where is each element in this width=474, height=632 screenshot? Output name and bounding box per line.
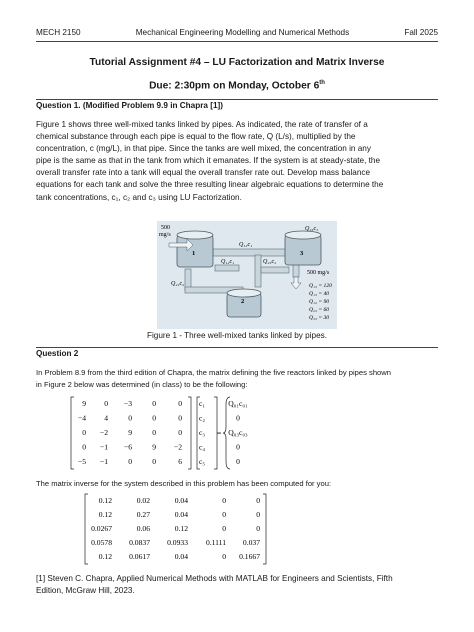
q1-line: tank concentrations, c₁, c₂ and c₃ using LU Factorization. xyxy=(36,192,242,202)
matrix-a-cell: 0 xyxy=(152,428,156,437)
page-header xyxy=(36,28,438,40)
inverse-matrix-cells xyxy=(91,496,260,561)
pipe-center-right xyxy=(261,267,289,273)
matrix-a-cell: −1 xyxy=(99,457,108,466)
q1-line: Figure 1 shows three well-mixed tanks linked by pipes. As indicated, the rate of transfer of a xyxy=(36,120,368,129)
inverse-cell: 0 xyxy=(222,510,226,519)
vector-c-cell: c₃ xyxy=(199,428,206,437)
inverse-cell: 0.0578 xyxy=(91,538,112,547)
header-divider xyxy=(36,41,438,42)
course-title: Mechanical Engineering Modelling and Numerical Methods xyxy=(135,28,350,37)
inflow-value: 500 xyxy=(161,225,170,231)
inverse-cell: 0 xyxy=(256,496,260,505)
q1-line: chemical substance through each pipe is equal to the flow rate, Q (L/s), multiplied by the xyxy=(36,132,356,142)
matrix-a-cell: 0 xyxy=(82,428,86,437)
matrix-a-cell: 0 xyxy=(152,413,156,423)
inverse-cell: 0.0933 xyxy=(167,538,188,547)
vector-rhs xyxy=(228,399,248,466)
vector-c-cell: c₁ xyxy=(199,399,206,408)
inverse-cell: 0.0837 xyxy=(129,538,150,547)
inverse-cell: 0.1667 xyxy=(239,552,260,561)
inverse-cell: 0 xyxy=(222,524,226,533)
label-pipe-21: Q₂₁c₂ xyxy=(171,281,185,287)
label-pipe-23: Q₂₃c₂ xyxy=(263,259,277,265)
matrix-brackets xyxy=(71,397,230,469)
vector-c-cell: c₂ xyxy=(199,413,206,423)
matrix-a-cell: −2 xyxy=(173,442,182,452)
inverse-cell: 0 xyxy=(222,552,226,561)
matrix-a-cell: −1 xyxy=(99,442,108,452)
q1-line: pipe is the same as that in the tank from which it emanates. If the system is at steady-state, the xyxy=(36,156,381,166)
term: Fall 2025 xyxy=(404,28,438,37)
course-code: MECH 2150 xyxy=(36,28,81,37)
matrix-a-cell: 9 xyxy=(82,399,86,408)
tank-3-label: 3 xyxy=(300,250,304,257)
matrix-equation xyxy=(70,395,250,471)
tank-3 xyxy=(285,231,321,265)
inverse-cell: 0.037 xyxy=(242,538,260,547)
inverse-cell: 0.12 xyxy=(174,524,188,533)
inverse-cell: 0.27 xyxy=(136,510,150,519)
inflow-unit: mg/s xyxy=(159,232,171,238)
inverse-cell: 0.04 xyxy=(174,552,188,561)
inverse-cell: 0.0267 xyxy=(91,524,112,533)
matrix-a-cell: 0 xyxy=(178,413,182,423)
tank-1 xyxy=(177,231,213,267)
inverse-cell: 0.0617 xyxy=(129,552,150,561)
section-divider xyxy=(36,347,438,348)
matrix-a-cell: −2 xyxy=(99,428,108,437)
rhs-cell: 0 xyxy=(236,442,240,452)
vector-c xyxy=(199,399,205,466)
matrix-a-cell: −3 xyxy=(123,399,132,408)
figure-1-caption: Figure 1 - Three well-mixed tanks linked by pipes. xyxy=(146,331,328,340)
matrix-a-cell: 0 xyxy=(152,457,156,466)
matrix-a-cell: 0 xyxy=(152,399,156,408)
matrix-a-cell: 0 xyxy=(178,399,182,408)
q1-heading: Question 1. (Modified Problem 9.9 in Chapra [1]) xyxy=(36,101,223,110)
label-pipe-12: Q₁₂c₁ xyxy=(221,259,235,265)
inverse-cell: 0.04 xyxy=(174,496,188,505)
q2-paragraph xyxy=(36,367,440,391)
label-pipe-33: Q₃₃c₃ xyxy=(305,226,319,232)
matrix-a-cell: 6 xyxy=(178,457,182,466)
q1-line: concentration, c (mg/L), in that pipe. Since the tanks are well mixed, the concentration in any xyxy=(36,144,371,154)
q2-heading: Question 2 xyxy=(36,349,79,358)
due-suffix: th xyxy=(319,80,325,86)
pipe-3-to-2 xyxy=(255,255,261,287)
inverse-cell: 0 xyxy=(222,496,226,505)
inverse-intro: The matrix inverse for the system described in this problem has been computed for you: xyxy=(36,479,332,488)
q1-line: overall transfer rate into a tank will equal the overall transfer rate out. Develop mass balance xyxy=(36,168,371,178)
flow-value: Q₁₃ = 40 xyxy=(309,291,330,297)
matrix-a-cell: −5 xyxy=(77,457,86,466)
inverse-cell: 0.12 xyxy=(98,496,112,505)
inverse-cell: 0 xyxy=(256,524,260,533)
inverse-cell: 0.06 xyxy=(136,524,150,533)
vector-c-cell: c₄ xyxy=(199,442,206,452)
matrix-a-cell: −6 xyxy=(123,442,132,452)
inverse-cell: 0.12 xyxy=(98,510,112,519)
matrix-a-cell: 9 xyxy=(152,442,156,452)
rhs-cell: 0 xyxy=(236,457,240,466)
q2-line: in Figure 2 below was determined (in class) to be the following: xyxy=(36,380,248,390)
flow-value: Q₁₂ = 90 xyxy=(309,299,330,305)
flow-value: Q₁₃ = 120 xyxy=(309,283,332,289)
matrix-a-cell: 0 xyxy=(104,399,108,408)
matrix-a-cell: −4 xyxy=(77,413,86,423)
due-text: Due: 2:30pm on Monday, October 6 xyxy=(149,80,320,92)
reference-line: [1] Steven C. Chapra, Applied Numerical Methods with MATLAB for Engineers and Scientists, Fifth xyxy=(36,574,393,583)
matrix-a-cell: 0 xyxy=(82,442,86,452)
q2-line: In Problem 8.9 from the third edition of Chapra, the matrix defining the five reactors linked by pipes shown xyxy=(36,368,391,377)
q1-line: equations for each tank and solve the three resulting linear algebraic equations to determine the xyxy=(36,180,384,190)
three-tank-figure xyxy=(157,221,337,329)
tank-2-label: 2 xyxy=(241,298,245,305)
inverse-cell: 0.12 xyxy=(98,552,112,561)
matrix-a-cell: 0 xyxy=(178,428,182,437)
matrix-a xyxy=(78,399,182,466)
inverse-matrix xyxy=(84,492,268,566)
label-pipe-13: Q₁₃c₁ xyxy=(239,242,253,248)
equals-sign: = xyxy=(216,429,222,438)
matrix-a-cell: 9 xyxy=(128,428,132,437)
vector-c-cell: c₅ xyxy=(199,457,206,466)
flow-value: Q₂₃ = 60 xyxy=(309,307,330,313)
pipe-upper-left xyxy=(215,265,239,271)
matrix-a-cell: 4 xyxy=(104,413,108,423)
q1-paragraph xyxy=(36,119,440,204)
inverse-cell: 0.02 xyxy=(136,496,150,505)
reference-line: Edition, McGraw Hill, 2023. xyxy=(36,586,135,595)
inverse-cell: 0.04 xyxy=(174,510,188,519)
inverse-cell: 0.1111 xyxy=(205,538,226,547)
rhs-cell: 0 xyxy=(236,413,240,423)
due-date xyxy=(0,80,474,91)
rhs-cell: Q₀₁c₀₁ xyxy=(228,399,248,408)
rhs-cell: Q₀₃c₀₃ xyxy=(228,428,248,437)
assignment-title: Tutorial Assignment #4 – LU Factorization and Matrix Inverse xyxy=(89,57,385,68)
flow-value: Q₃₃ = 30 xyxy=(309,315,330,321)
inverse-cell: 0 xyxy=(256,510,260,519)
outflow-label: 500 mg/s xyxy=(307,270,330,276)
matrix-a-cell: 0 xyxy=(128,413,132,423)
tank-1-label: 1 xyxy=(192,250,196,257)
matrix-a-cell: 0 xyxy=(128,457,132,466)
reference xyxy=(36,573,440,597)
section-divider xyxy=(36,99,438,100)
